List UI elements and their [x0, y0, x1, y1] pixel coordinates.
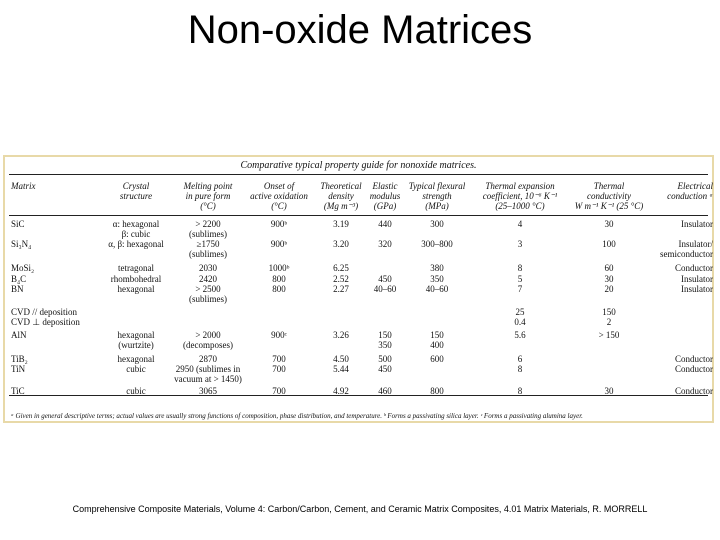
table-cell-modulus: 150 350 [378, 330, 392, 350]
table-cell-expansion: 7 [517, 284, 523, 294]
table-cell-expansion: 8 [517, 364, 523, 374]
table-cell-density: 3.19 [333, 219, 349, 229]
table-cell-strength: 600 [430, 354, 444, 364]
table-cell-melting: ≥1750 (sublimes) [189, 239, 227, 259]
table-cell-melting: 2950 (sublimes in vacuum at > 1450) [174, 364, 242, 384]
table-cell-modulus: 40–60 [373, 284, 397, 294]
column-header: Crystal structure [119, 181, 153, 201]
table-cell-matrix: MoSi₂ [11, 263, 35, 273]
table-cell-strength: 40–60 [425, 284, 449, 294]
table-cell-conductivity: 30 [604, 219, 614, 229]
table-cell-matrix: SiC [11, 219, 25, 229]
table-cell-matrix: AlN [11, 330, 27, 340]
table-cell-modulus: 460 [378, 386, 392, 396]
table-cell-electrical: Conductor [675, 354, 713, 364]
column-header: Onset of active oxidation (°C) [250, 181, 308, 211]
table-cell-melting: > 2500 (sublimes) [189, 284, 227, 304]
table-cell-expansion: 3 [517, 239, 523, 249]
table-header-rule [9, 215, 708, 216]
table-cell-modulus: 440 [378, 219, 392, 229]
column-header: Electrical conduction ᵃ [667, 181, 713, 201]
table-cell-strength: 300 [430, 219, 444, 229]
table-cell-strength: 150 400 [430, 330, 444, 350]
table-cell-conductivity: 150 2 [602, 307, 616, 327]
table-top-rule [9, 174, 708, 175]
table-cell-electrical: Insulator [681, 274, 713, 284]
table-cell-structure: rhombohedral [110, 274, 162, 284]
table-cell-expansion: 5.6 [514, 330, 526, 340]
column-header: Thermal conductivity W m⁻¹ K⁻¹ (25 °C) [574, 181, 644, 211]
column-header: Theoretical density (Mg m⁻³) [320, 181, 362, 211]
table-cell-electrical: Insulator [681, 219, 713, 229]
column-header: Thermal expansion coefficient, 10⁻⁶ K⁻¹ (25–1000 °C) [482, 181, 558, 211]
table-cell-expansion: 5 [517, 274, 523, 284]
table-cell-density: 6.25 [333, 263, 349, 273]
column-header: Matrix [11, 181, 36, 191]
table-cell-density: 3.26 [333, 330, 349, 340]
table-cell-modulus: 500 [378, 354, 392, 364]
table-cell-matrix: TiB₂ [11, 354, 28, 364]
table-cell-expansion: 8 [517, 386, 523, 396]
table-cell-melting: 2420 [199, 274, 217, 284]
table-cell-oxidation: 800 [272, 274, 286, 284]
table-cell-electrical: Insulator [681, 284, 713, 294]
column-header: Melting point in pure form (°C) [183, 181, 233, 211]
table-cell-oxidation: 800 [272, 284, 286, 294]
table-cell-oxidation: 900ᵇ [270, 219, 288, 229]
table-cell-density: 4.92 [333, 386, 349, 396]
table-cell-strength: 300–800 [421, 239, 453, 249]
slide-title: Non-oxide Matrices [187, 8, 533, 52]
table-cell-conductivity: 100 [602, 239, 616, 249]
table-cell-conductivity: 30 [604, 386, 614, 396]
table-bottom-rule [9, 395, 708, 396]
table-cell-density: 5.44 [333, 364, 349, 374]
table-cell-strength: 380 [430, 263, 444, 273]
source-reference: Comprehensive Composite Materials, Volume 4: Carbon/Carbon, Cement, and Ceramic Matrix Composites, 4.01 Matrix Materials, R. MORRELL [72, 504, 648, 514]
table-cell-expansion: 4 [517, 219, 523, 229]
table-cell-electrical: Conductor [675, 386, 713, 396]
table-cell-oxidation: 900ᵇ [270, 239, 288, 249]
table-cell-structure: hexagonal (wurtzite) [117, 330, 155, 350]
table-cell-matrix: TiC [11, 386, 25, 396]
table-cell-structure: α: hexagonal β: cubic [112, 219, 160, 239]
table-cell-modulus: 320 [378, 239, 392, 249]
table-cell-oxidation: 700 [272, 386, 286, 396]
table-cell-expansion: 25 0.4 [514, 307, 526, 327]
table-cell-modulus: 450 [378, 274, 392, 284]
column-header: Elastic modulus (GPa) [369, 181, 401, 211]
table-cell-density: 2.27 [333, 284, 349, 294]
table-cell-conductivity: 60 [604, 263, 614, 273]
table-cell-conductivity: > 150 [598, 330, 620, 340]
table-cell-matrix: Si₃N₄ [11, 239, 32, 249]
table-caption: Comparative typical property guide for nonoxide matrices. [240, 160, 477, 171]
table-cell-electrical: Conductor [675, 263, 713, 273]
table-cell-oxidation: 900ᶜ [271, 330, 287, 340]
table-cell-electrical: Insulator/ semiconductor [660, 239, 713, 259]
table-cell-structure: tetragonal [118, 263, 154, 273]
table-cell-melting: 3065 [199, 386, 217, 396]
table-cell-conductivity: 30 [604, 274, 614, 284]
table-cell-matrix: BN [11, 284, 24, 294]
property-table-image [3, 155, 714, 423]
table-cell-conductivity: 20 [604, 284, 614, 294]
table-cell-structure: α, β: hexagonal [108, 239, 164, 249]
table-cell-melting: 2870 [199, 354, 217, 364]
table-cell-density: 4.50 [333, 354, 349, 364]
table-cell-structure: cubic [126, 386, 146, 396]
table-cell-melting: > 2000 (decomposes) [183, 330, 233, 350]
table-cell-expansion: 6 [517, 354, 523, 364]
table-cell-oxidation: 700 [272, 364, 286, 374]
table-cell-melting: 2030 [199, 263, 217, 273]
table-cell-strength: 800 [430, 386, 444, 396]
table-cell-electrical: Conductor [675, 364, 713, 374]
table-cell-expansion: 8 [517, 263, 523, 273]
table-cell-oxidation: 700 [272, 354, 286, 364]
table-cell-matrix: TiN [11, 364, 26, 374]
table-cell-oxidation: 1000ᵇ [268, 263, 290, 273]
table-cell-structure: hexagonal [117, 354, 155, 364]
table-cell-structure: hexagonal [117, 284, 155, 294]
table-cell-matrix: B₄C [11, 274, 27, 284]
table-cell-modulus: 450 [378, 364, 392, 374]
table-cell-strength: 350 [430, 274, 444, 284]
column-header: Typical flexural strength (MPa) [408, 181, 466, 211]
table-footnote: ᵃ Given in general descriptive terms; actual values are usually strong functions of composition, phase distribution, and temperature. ᵇ Forms a passivating silica layer. ᶜ Forms a passivating alumina layer. [11, 412, 583, 420]
table-cell-density: 2.52 [333, 274, 349, 284]
table-cell-matrix: CVD // deposition CVD ⊥ deposition [11, 307, 80, 327]
table-cell-melting: > 2200 (sublimes) [189, 219, 227, 239]
table-cell-density: 3.20 [333, 239, 349, 249]
table-cell-structure: cubic [126, 364, 146, 374]
